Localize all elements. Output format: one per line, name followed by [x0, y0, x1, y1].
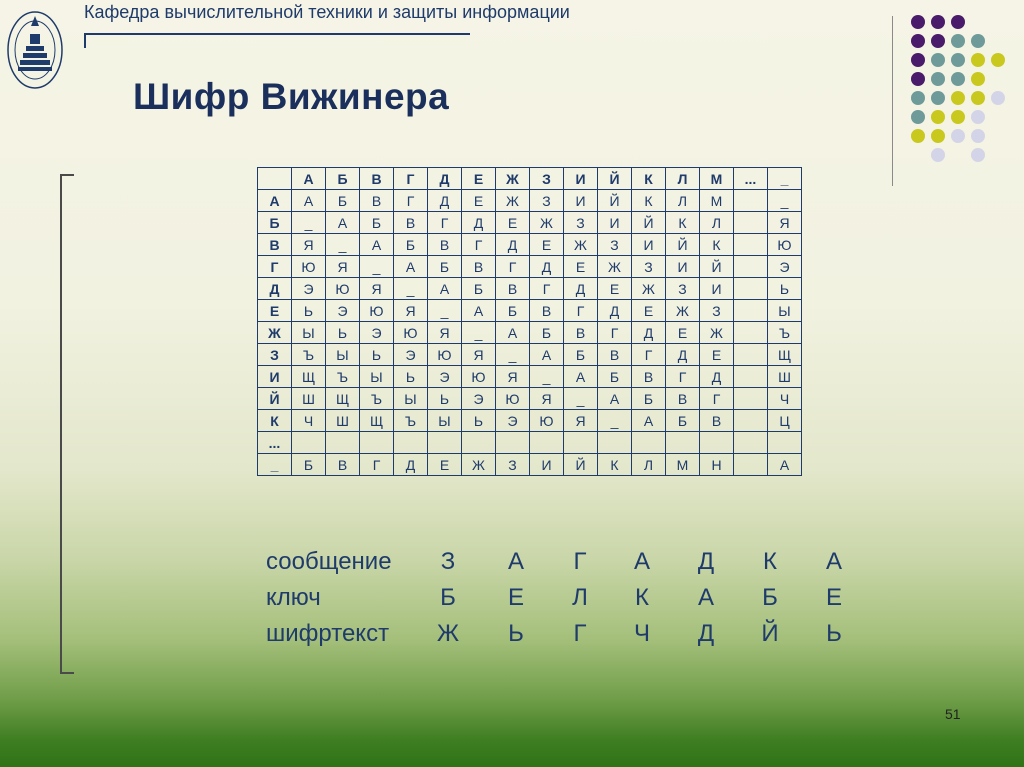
table-cell: Б	[326, 190, 360, 212]
table-cell: _	[496, 344, 530, 366]
table-cell: З	[700, 300, 734, 322]
table-cell: Й	[598, 190, 632, 212]
table-cell: Д	[462, 212, 496, 234]
table-cell: Е	[462, 190, 496, 212]
table-cell: И	[700, 278, 734, 300]
decor-dot	[951, 91, 965, 105]
table-cell: Ы	[292, 322, 326, 344]
table-cell: В	[632, 366, 666, 388]
table-cell: Э	[462, 388, 496, 410]
table-cell: Ж	[462, 454, 496, 475]
table-cell	[734, 344, 768, 366]
table-cell: З	[530, 190, 564, 212]
table-row	[258, 234, 801, 256]
table-cell: Э	[292, 278, 326, 300]
table-cell: Г	[598, 322, 632, 344]
table-cell: Д	[632, 322, 666, 344]
cipher-letter: Ж	[436, 620, 460, 647]
decor-dot	[931, 148, 945, 162]
table-cell: Я	[496, 366, 530, 388]
table-cell	[734, 454, 768, 475]
table-cell: _	[394, 278, 428, 300]
table-row-header: _	[258, 454, 292, 475]
table-cell: А	[496, 322, 530, 344]
table-header-cell: Л	[666, 168, 700, 190]
table-cell: Ю	[768, 234, 801, 256]
table-row-header: Е	[258, 300, 292, 322]
decor-dot	[911, 129, 925, 143]
table-cell: Ж	[598, 256, 632, 278]
table-cell: В	[326, 454, 360, 475]
table-cell: Ю	[496, 388, 530, 410]
table-cell: Б	[666, 410, 700, 432]
decor-dot	[931, 72, 945, 86]
cipher-letter: Е	[825, 584, 842, 611]
table-cell: Я	[564, 410, 598, 432]
table-cell: Ш	[768, 366, 801, 388]
cipher-row-label: сообщение	[266, 548, 392, 575]
table-cell: Э	[326, 300, 360, 322]
table-cell: Я	[428, 322, 462, 344]
decor-dot	[911, 15, 925, 29]
table-cell: Г	[564, 300, 598, 322]
table-cell: _	[598, 410, 632, 432]
table-cell: А	[530, 344, 564, 366]
table-cell: Е	[632, 300, 666, 322]
table-cell: Ь	[768, 278, 801, 300]
table-cell: Б	[462, 278, 496, 300]
table-cell: Б	[292, 454, 326, 475]
table-cell: Э	[360, 322, 394, 344]
table-cell: Н	[700, 454, 734, 475]
table-cell: Г	[360, 454, 394, 475]
table-cell: Б	[598, 366, 632, 388]
cipher-letter: А	[507, 548, 524, 575]
department-header: Кафедра вычислительной техники и защиты информации	[84, 2, 570, 22]
table-cell: Ъ	[292, 344, 326, 366]
table-cell: Ь	[394, 366, 428, 388]
table-cell: И	[632, 234, 666, 256]
table-cell: Ъ	[360, 388, 394, 410]
table-header-cell: Г	[394, 168, 428, 190]
table-cell: Ъ	[394, 410, 428, 432]
table-cell: Б	[394, 234, 428, 256]
table-cell: Я	[462, 344, 496, 366]
page-number: 51	[945, 706, 961, 722]
table-cell: Ш	[292, 388, 326, 410]
table-cell: В	[428, 234, 462, 256]
table-cell: К	[666, 212, 700, 234]
table-cell: Й	[564, 454, 598, 475]
table-cell: Л	[632, 454, 666, 475]
table-cell: Э	[768, 256, 801, 278]
table-cell: А	[779, 456, 790, 473]
table-row-header: К	[258, 410, 292, 432]
table-cell: В	[394, 212, 428, 234]
table-row-header: Г	[258, 256, 292, 278]
table-cell	[360, 432, 394, 454]
cipher-letter: Е	[507, 584, 524, 611]
decor-dot	[931, 110, 945, 124]
table-cell: Щ	[326, 388, 360, 410]
decor-dot	[971, 110, 985, 124]
table-cell	[564, 432, 598, 454]
table-cell: И	[598, 212, 632, 234]
table-cell: Ч	[292, 410, 326, 432]
table-cell: И	[530, 454, 564, 475]
table-cell: Ж	[530, 212, 564, 234]
table-cell: Э	[496, 410, 530, 432]
table-cell: З	[564, 212, 598, 234]
cipher-letter: А	[825, 548, 842, 575]
table-cell: Е	[496, 212, 530, 234]
table-cell	[734, 256, 768, 278]
table-cell	[700, 432, 734, 454]
table-cell: Ы	[768, 300, 801, 322]
cipher-letter: Ь	[826, 620, 842, 647]
decor-dot	[911, 53, 925, 67]
table-cell: Э	[428, 366, 462, 388]
cipher-letter: Д	[697, 620, 715, 647]
table-header-row	[258, 168, 801, 190]
table-row	[258, 322, 801, 344]
table-cell: Й	[632, 212, 666, 234]
cipher-letter: Б	[440, 584, 456, 611]
left-bracket	[60, 174, 74, 674]
table-cell: М	[666, 454, 700, 475]
table-cell: Ц	[768, 410, 801, 432]
cipher-letter: А	[633, 548, 650, 575]
table-cell: Щ	[360, 410, 394, 432]
decor-dot	[991, 91, 1005, 105]
table-cell: Ш	[326, 410, 360, 432]
table-row	[258, 388, 801, 410]
table-cell: Г	[666, 366, 700, 388]
table-row	[258, 256, 801, 278]
table-cell: Л	[700, 212, 734, 234]
decor-dot	[911, 91, 925, 105]
table-cell: И	[564, 190, 598, 212]
table-row-header: ...	[258, 432, 292, 454]
table-cell: Щ	[292, 366, 326, 388]
table-cell: Ы	[428, 410, 462, 432]
table-cell: Ю	[292, 256, 326, 278]
table-cell: Д	[428, 190, 462, 212]
table-cell: Ю	[530, 410, 564, 432]
table-cell: Ю	[326, 278, 360, 300]
table-row	[258, 366, 801, 388]
table-row	[258, 278, 801, 300]
decor-dot	[971, 148, 985, 162]
decor-dot	[971, 72, 985, 86]
table-cell: Ю	[360, 300, 394, 322]
table-cell	[462, 432, 496, 454]
table-header-cell: К	[632, 168, 666, 190]
table-cell	[666, 432, 700, 454]
table-cell: _	[292, 212, 326, 234]
cipher-letter: А	[697, 584, 714, 611]
table-cell	[734, 366, 768, 388]
table-cell: Е	[598, 278, 632, 300]
table-cell: А	[428, 278, 462, 300]
table-header-cell: З	[530, 168, 564, 190]
slide-title: Шифр Вижинера	[133, 76, 450, 117]
decor-dot	[911, 34, 925, 48]
table-cell: Е	[700, 344, 734, 366]
table-cell	[326, 432, 360, 454]
table-row-header: Ж	[258, 322, 292, 344]
table-cell: Д	[496, 234, 530, 256]
cipher-letter: З	[440, 548, 456, 575]
table-cell	[734, 322, 768, 344]
table-cell: Б	[360, 212, 394, 234]
table-cell: _	[530, 366, 564, 388]
table-cell: Г	[462, 234, 496, 256]
table-cell: Ы	[326, 344, 360, 366]
table-header-cell: А	[292, 168, 326, 190]
table-cell: К	[632, 190, 666, 212]
table-cell: А	[564, 366, 598, 388]
table-cell	[734, 432, 768, 454]
table-header-cell: Д	[428, 168, 462, 190]
table-cell: Я	[326, 256, 360, 278]
decor-dot	[931, 34, 945, 48]
table-row-header: Б	[258, 212, 292, 234]
decor-dot	[931, 15, 945, 29]
table-cell: А	[326, 212, 360, 234]
table-cell: Ю	[394, 322, 428, 344]
table-cell: В	[462, 256, 496, 278]
decor-dot	[951, 15, 965, 29]
decor-dot	[971, 91, 985, 105]
table-cell: Й	[666, 234, 700, 256]
table-cell: А	[462, 300, 496, 322]
table-cell: Ь	[360, 344, 394, 366]
table-cell: Д	[530, 256, 564, 278]
cipher-letter: Л	[572, 584, 588, 611]
table-row	[258, 410, 801, 432]
vigenere-table	[257, 167, 802, 476]
decor-dot	[951, 110, 965, 124]
table-cell: М	[700, 190, 734, 212]
table-row-header: И	[258, 366, 292, 388]
table-cell: З	[666, 278, 700, 300]
table-cell	[428, 432, 462, 454]
table-cell: И	[666, 256, 700, 278]
decor-dot	[951, 72, 965, 86]
table-cell: Ъ	[326, 366, 360, 388]
table-cell: Ж	[632, 278, 666, 300]
table-cell: Щ	[768, 344, 801, 366]
cipher-letter: Д	[697, 548, 715, 575]
table-header-cell: Ж	[496, 168, 530, 190]
decor-dot	[911, 110, 925, 124]
table-cell	[734, 300, 768, 322]
table-cell: К	[598, 454, 632, 475]
table-cell: З	[496, 454, 530, 475]
table-cell: _	[462, 322, 496, 344]
table-cell	[768, 432, 801, 454]
table-cell: Г	[700, 388, 734, 410]
table-cell: Д	[394, 454, 428, 475]
table-cell: Ю	[428, 344, 462, 366]
decor-dot	[951, 129, 965, 143]
table-header-cell: ...	[734, 168, 768, 190]
table-cell: Ч	[768, 388, 801, 410]
table-cell: Ы	[360, 366, 394, 388]
table-cell: Я	[530, 388, 564, 410]
decor-dot	[971, 53, 985, 67]
cipher-letter: Ь	[508, 620, 524, 647]
table-row	[258, 212, 801, 234]
cipher-letter: К	[763, 548, 777, 575]
table-cell	[496, 432, 530, 454]
table-cell: _	[326, 234, 360, 256]
table-row	[258, 344, 801, 366]
table-header-cell: М	[700, 168, 734, 190]
table-cell: _	[428, 300, 462, 322]
decor-dot	[931, 129, 945, 143]
table-cell: Л	[666, 190, 700, 212]
table-cell: Ы	[394, 388, 428, 410]
table-cell: Д	[700, 366, 734, 388]
table-cell: _	[564, 388, 598, 410]
table-header-cell: Й	[598, 168, 632, 190]
table-cell: Д	[598, 300, 632, 322]
cipher-letter: Ч	[634, 620, 650, 647]
table-cell: Я	[394, 300, 428, 322]
table-cell: Ь	[292, 300, 326, 322]
table-cell: З	[598, 234, 632, 256]
table-cell: Ь	[428, 388, 462, 410]
table-cell: Ж	[700, 322, 734, 344]
table-cell: Е	[428, 454, 462, 475]
table-cell: Б	[496, 300, 530, 322]
cipher-row-label: ключ	[266, 584, 321, 611]
table-cell: Е	[530, 234, 564, 256]
table-header-cell	[258, 168, 292, 190]
table-header-cell: И	[564, 168, 598, 190]
table-cell	[632, 432, 666, 454]
table-cell: Б	[530, 322, 564, 344]
table-cell: Г	[530, 278, 564, 300]
table-cell: А	[394, 256, 428, 278]
table-row	[258, 432, 801, 454]
table-cell: Е	[666, 322, 700, 344]
table-header-cell: Е	[462, 168, 496, 190]
table-cell: Я	[360, 278, 394, 300]
table-cell: Я	[768, 212, 801, 234]
cipher-letter: Й	[761, 620, 779, 647]
cipher-letter: Б	[762, 584, 778, 611]
table-cell: Ж	[564, 234, 598, 256]
table-cell: А	[360, 234, 394, 256]
decor-dot	[931, 91, 945, 105]
table-cell: А	[632, 410, 666, 432]
table-cell: В	[360, 190, 394, 212]
table-cell: Г	[394, 190, 428, 212]
table-cell: Ь	[326, 322, 360, 344]
table-cell: Ю	[462, 366, 496, 388]
table-cell	[292, 432, 326, 454]
decor-dot	[951, 34, 965, 48]
table-row-header: А	[258, 190, 292, 212]
table-cell	[734, 388, 768, 410]
table-row	[258, 454, 801, 475]
table-cell: _	[768, 190, 801, 212]
table-cell	[734, 410, 768, 432]
table-cell	[598, 432, 632, 454]
cipher-letter: Г	[573, 620, 587, 647]
table-cell: Ж	[496, 190, 530, 212]
table-cell: В	[564, 322, 598, 344]
decor-dot	[911, 72, 925, 86]
table-cell	[734, 234, 768, 256]
table-cell: Й	[700, 256, 734, 278]
table-cell	[734, 278, 768, 300]
table-cell	[734, 212, 768, 234]
table-cell: Ъ	[768, 322, 801, 344]
table-cell: В	[666, 388, 700, 410]
table-cell: З	[632, 256, 666, 278]
decor-dot	[951, 53, 965, 67]
table-cell: Г	[496, 256, 530, 278]
cipher-row-label: шифртекст	[266, 620, 390, 647]
table-cell: В	[700, 410, 734, 432]
cipher-letter: К	[635, 584, 649, 611]
table-cell: Э	[394, 344, 428, 366]
table-cell: _	[360, 256, 394, 278]
decor-dot	[931, 53, 945, 67]
table-cell: В	[598, 344, 632, 366]
table-cell: Е	[564, 256, 598, 278]
table-cell: Ь	[462, 410, 496, 432]
table-row-header: Д	[258, 278, 292, 300]
decor-dot	[971, 129, 985, 143]
table-cell: А	[292, 190, 326, 212]
table-cell: Ж	[666, 300, 700, 322]
table-cell: Я	[292, 234, 326, 256]
cipher-letter: Г	[573, 548, 587, 575]
decor-dot	[971, 34, 985, 48]
table-row-header: З	[258, 344, 292, 366]
table-row	[258, 300, 801, 322]
table-cell: Б	[632, 388, 666, 410]
table-cell: В	[496, 278, 530, 300]
table-row-header: Й	[258, 388, 292, 410]
table-row	[258, 190, 801, 212]
table-cell	[394, 432, 428, 454]
table-cell: А	[598, 388, 632, 410]
table-cell	[530, 432, 564, 454]
table-cell: Б	[428, 256, 462, 278]
table-cell: В	[530, 300, 564, 322]
table-cell: Д	[564, 278, 598, 300]
table-cell: Д	[666, 344, 700, 366]
table-header-cell: Б	[326, 168, 360, 190]
table-cell: К	[700, 234, 734, 256]
table-cell: Г	[632, 344, 666, 366]
table-header-cell: В	[360, 168, 394, 190]
table-cell: Б	[564, 344, 598, 366]
decor-dot	[991, 53, 1005, 67]
table-row-header: В	[258, 234, 292, 256]
table-cell	[734, 190, 768, 212]
table-header-cell: _	[768, 168, 801, 190]
table-cell: Г	[428, 212, 462, 234]
